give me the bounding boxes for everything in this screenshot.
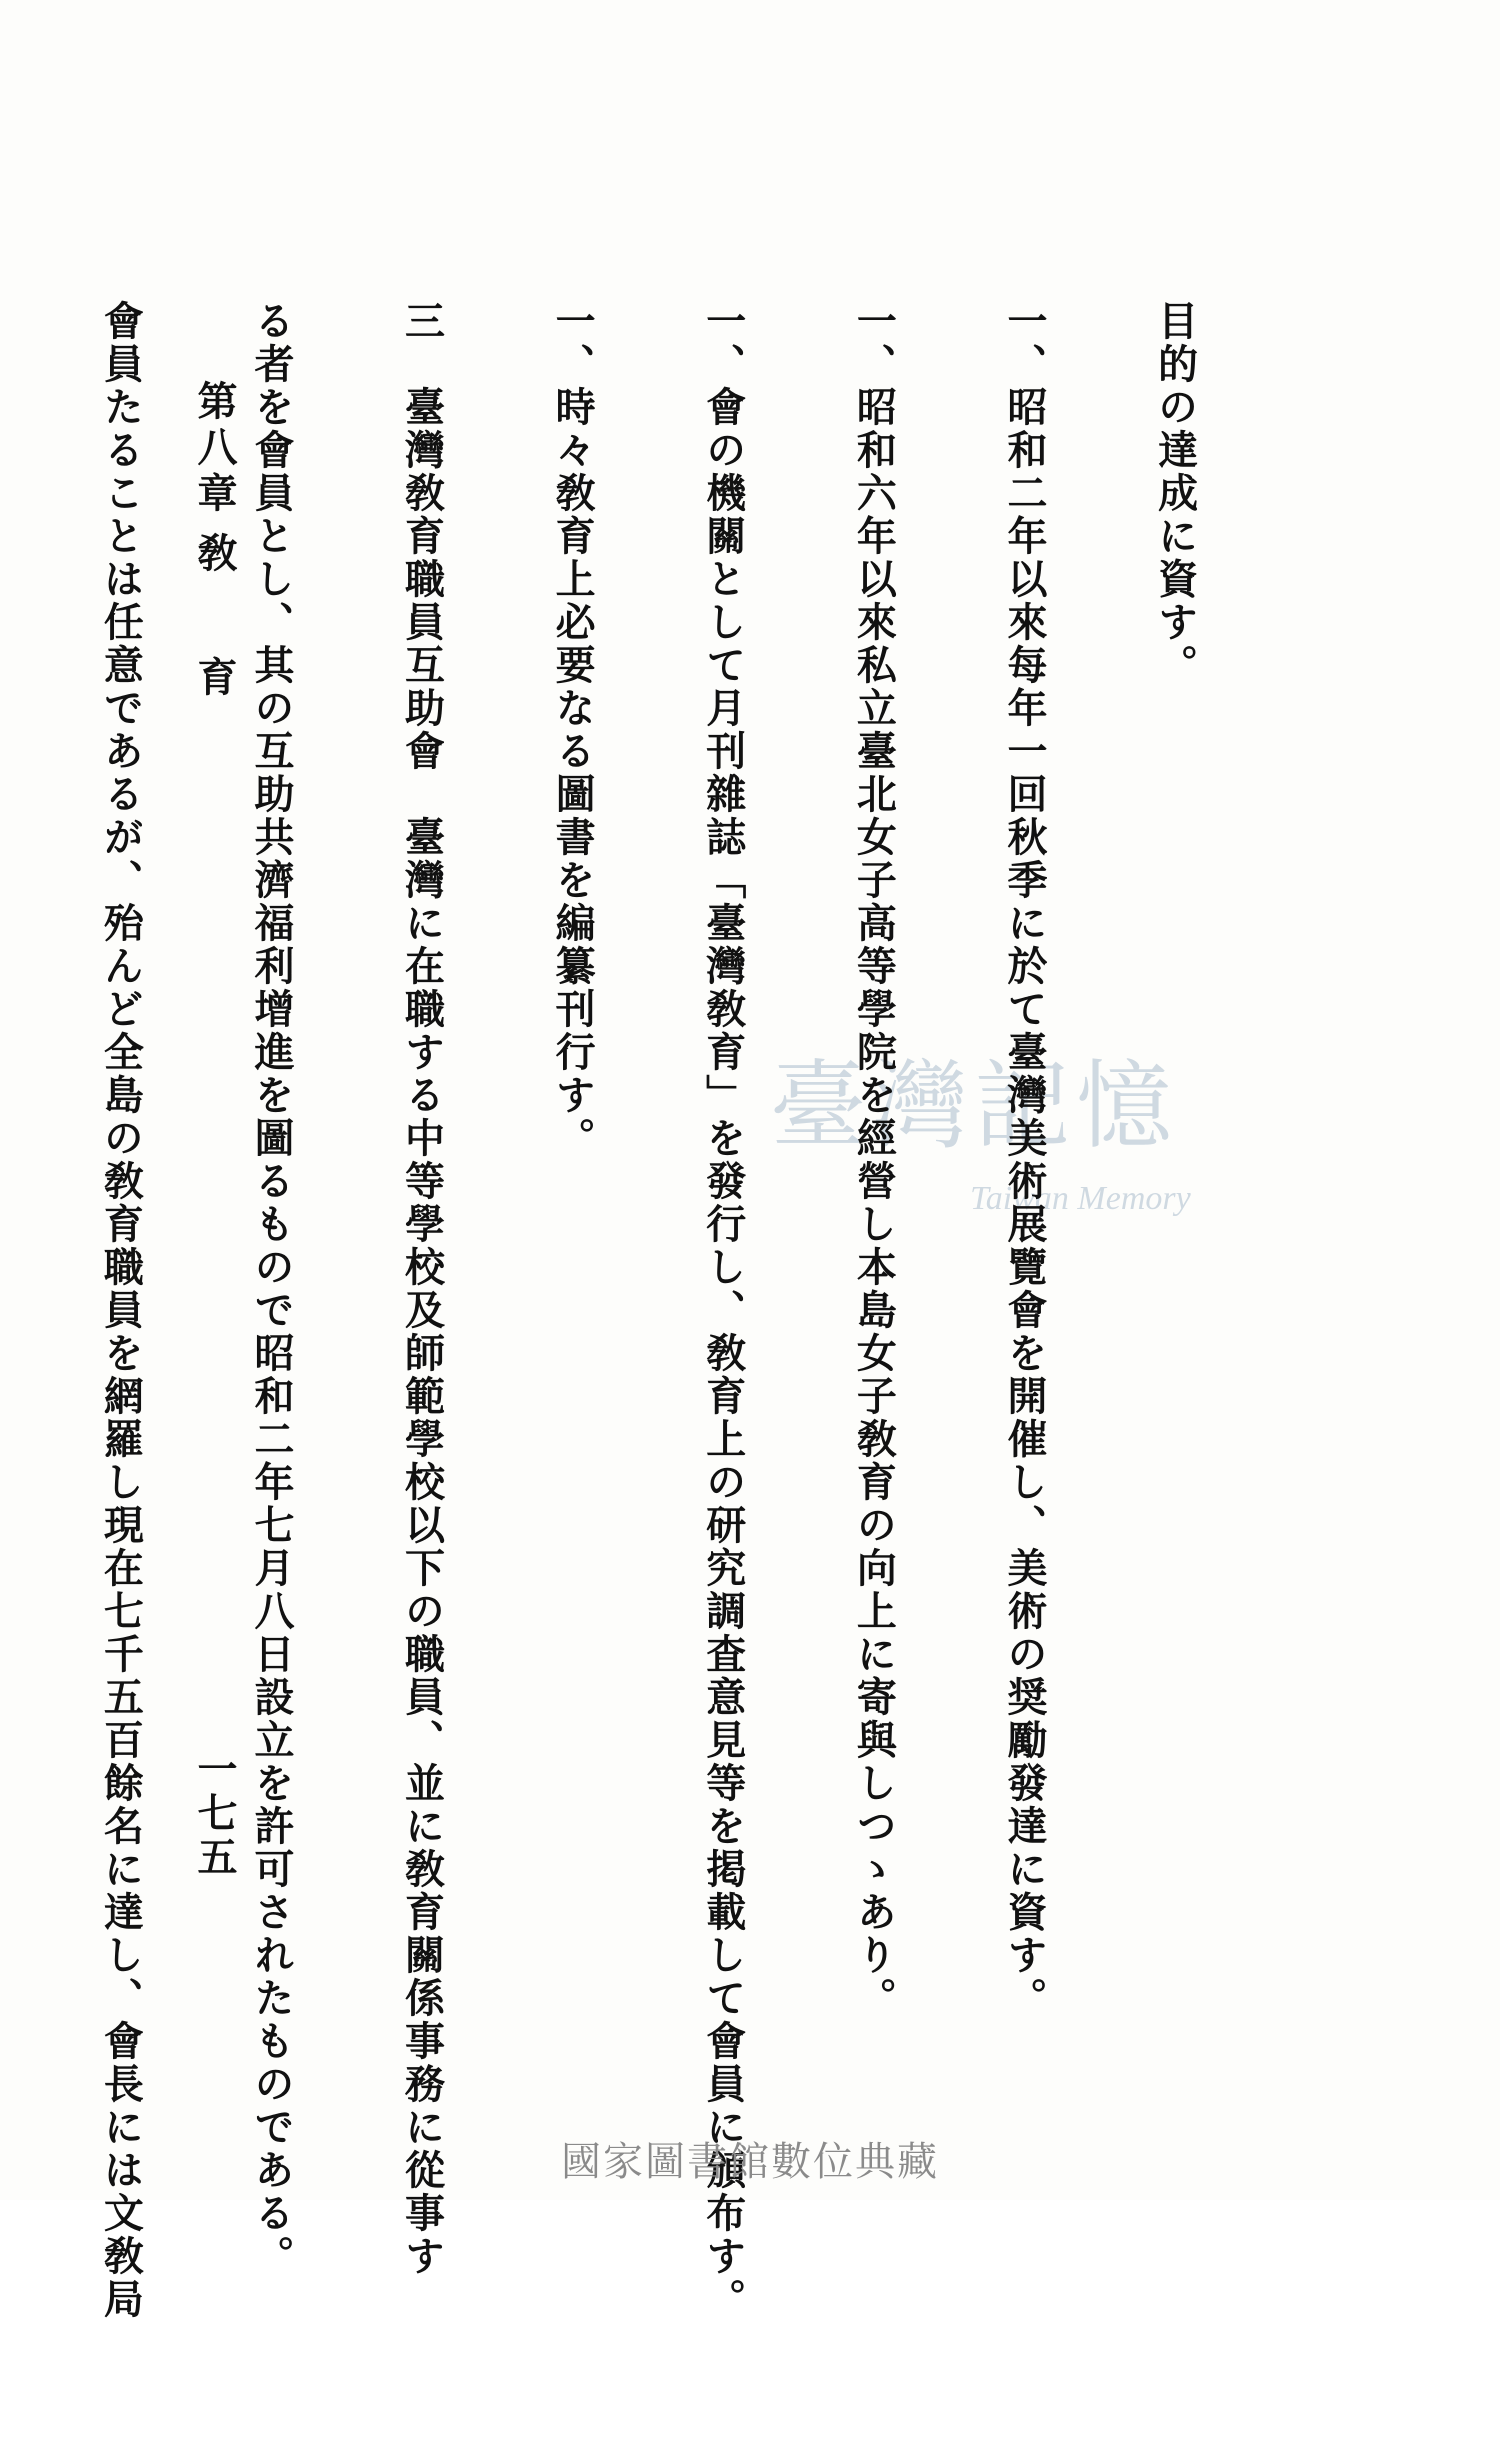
section-heading-line: 三 臺灣敎育職員互助會 臺灣に在職する中等學校及師範學校以下の職員、並に敎育關係事務に從事す (398, 300, 446, 2278)
footer-credit: 國家圖書館數位典藏 (561, 2139, 939, 2185)
text-line: 會員たることは任意であるが、殆んど全島の敎育職員を網羅し現在七千五百餘名に達し、會長には文敎局 (97, 300, 145, 2321)
text-line: 目的の達成に資す。 (1151, 300, 1199, 687)
text-line: 一、昭和二年以來每年一回秋季に於て臺灣美術展覽會を開催し、美術の奨勵發達に資す。 (1000, 300, 1048, 2020)
running-header (186, 380, 243, 1880)
text-line: 一、會の機關として月刊雜誌「臺灣敎育」を發行し、敎育上の研究調査意見等を掲載して會員に頒布す。 (699, 300, 747, 2321)
chapter-number: 第八章 (191, 380, 238, 518)
page-number: 一七五 (191, 1748, 238, 1880)
watermark-title: 臺灣記憶 (770, 1050, 1178, 1162)
chapter-label (186, 380, 243, 718)
text-line: 一、時々敎育上必要なる圖書を編纂刊行す。 (549, 300, 597, 1160)
watermark-subtitle: Taiwan Memory (970, 1180, 1191, 1217)
text-line: る者を會員とし、其の互助共濟福利增進を圖るもので昭和二年七月八日設立を許可されたものである。 (247, 300, 295, 2278)
chapter-title: 敎 育 (191, 531, 238, 718)
text-line: 一、昭和六年以來私立臺北女子高等學院を經營し本島女子敎育の向上に寄與しつゝあり。 (850, 300, 898, 2020)
